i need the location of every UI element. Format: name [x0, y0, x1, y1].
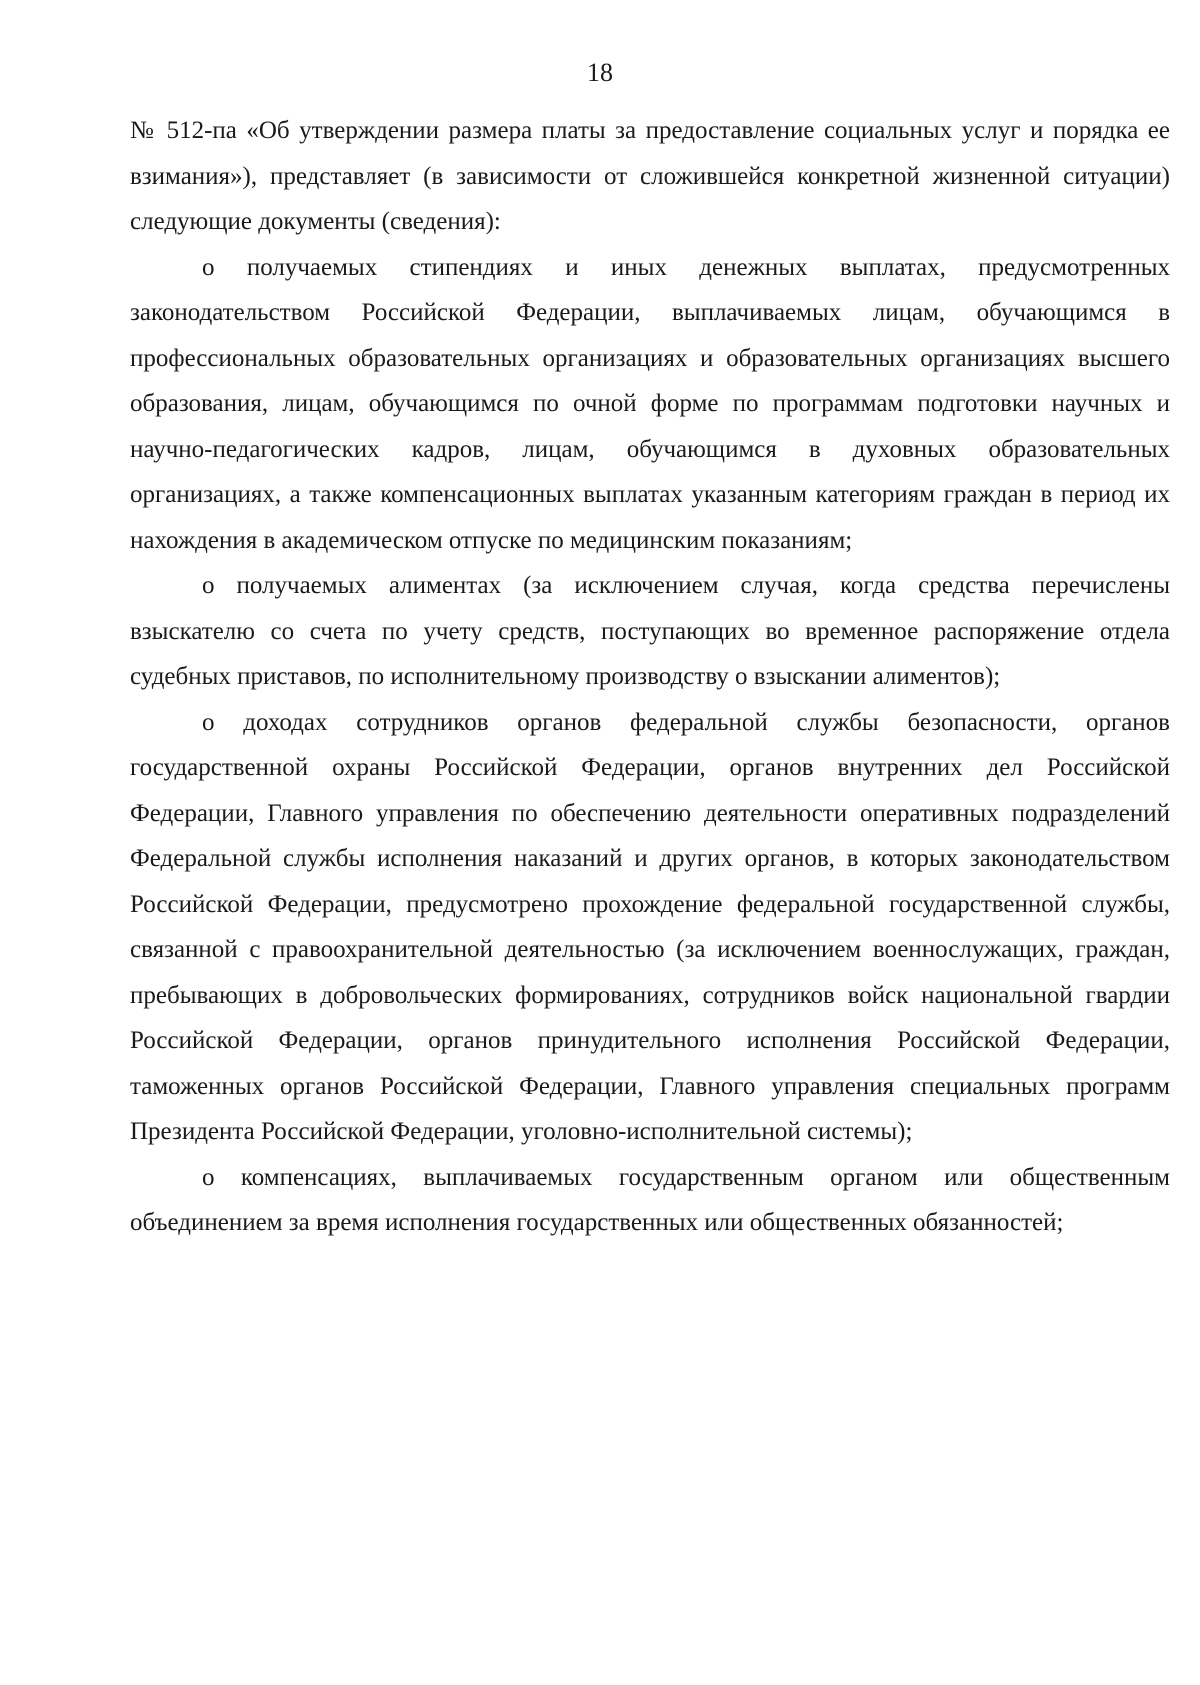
paragraph-security-service-income: о доходах сотрудников органов федеральной службы безопасности, органов государственной охраны Российской Федерации, органов внутренних дел Российской Федерации, Главного управления по обеспечению деятельности оперативных подразделений Федеральной службы исполнения наказаний и других органов, в которых законодательством Российской Федерации, предусмотрено прохождение федеральной государственной службы, связанной с правоохранительной деятельностью (за исключением военнослужащих, граждан, пребывающих в добровольческих формированиях, сотрудников войск национальной гвардии Российской Федерации, органов принудительного исполнения Российской Федерации, таможенных органов Российской Федерации, Главного управления специальных программ Президента Российской Федерации, уголовно-исполнительной системы);	[130, 708, 1170, 1145]
paragraph-compensations: о компенсациях, выплачиваемых государственным органом или общественным объединением за время исполнения государственных или общественных обязанностей;	[130, 1163, 1170, 1236]
paragraph-scholarships: о получаемых стипендиях и иных денежных выплатах, предусмотренных законодательством Российской Федерации, выплачиваемых лицам, обучающимся в профессиональных образовательных организациях и образовательных организациях высшего образования, лицам, обучающимся по очной форме по программам подготовки научных и научно-педагогических кадров, лицам, обучающимся в духовных образовательных организациях, а также компенсационных выплатах указанным категориям граждан в период их нахождения в академическом отпуске по медицинским показаниям;	[130, 253, 1170, 554]
page-number: 18	[587, 58, 613, 87]
paragraph-continuation-documents: № 512-па «Об утверждении размера платы за предоставление социальных услуг и порядка ее взимания»), представляет (в зависимости от сложившейся конкретной жизненной ситуации) следующие документы (сведения):	[130, 117, 1170, 235]
paragraph-alimony: о получаемых алиментах (за исключением случая, когда средства перечислены взыскателю со счета по учету средств, поступающих во временное распоряжение отдела судебных приставов, по исполнительному производству о взыскании алиментов);	[130, 572, 1170, 690]
document-body	[130, 108, 1170, 1246]
